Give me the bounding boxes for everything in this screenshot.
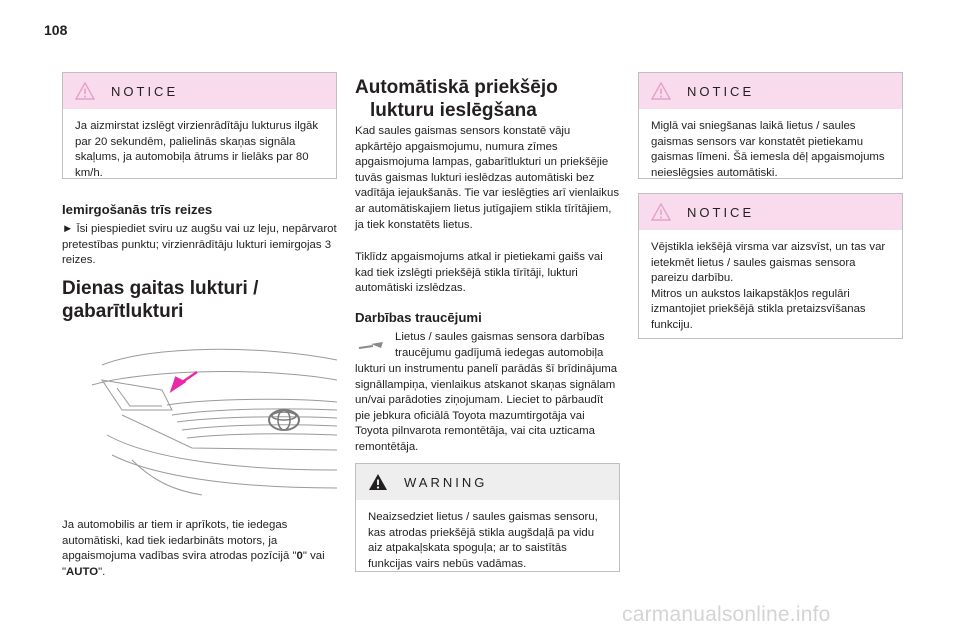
notice-header <box>63 73 336 109</box>
notice-header <box>639 73 902 109</box>
warning-triangle-icon <box>651 203 671 221</box>
flash-three-times-text: ► Īsi piespiediet sviru uz augšu vai uz leju, nepārvarot pretestības punktu; virzienrādītāju lukturi iemirgojas 3 reizes. <box>62 223 337 267</box>
section-heading-automatic-headlamps <box>355 76 620 122</box>
warning-header <box>356 464 619 500</box>
auto-headlamps-off-text: Tiklīdz apgaismojums atkal ir pietiekami gaišs vai kad tiek izslēgti priekšējā stikla tīrītāji, lukturi automātiski izslēdzas. <box>355 251 603 295</box>
text-part: Ja automobilis ar tiem ir aprīkots, tie iedegas automātiski, kad tiek iedarbināts motors, ja apgaismojuma vadības svira atrodas pozīcijā " <box>62 519 297 563</box>
warning-title: WARNING <box>404 474 488 490</box>
wiper-warning-icon <box>357 338 385 354</box>
notice-header <box>639 194 902 230</box>
auto-headlamps-text: Kad saules gaismas sensors konstatē vāju apkārtējo apgaismojumu, numura zīmes apgaismojuma lampas, gabarītlukturi un priekšējie tuvās gaismas lukturi ieslēdzas automātiski bez vadītāja iejaukšanās. Tie var ieslēgties arī vienlaikus ar automātiskajiem lietus jutīgajiem stikla tīrītājiem, ja tiek konstatēts lietus. <box>355 125 620 231</box>
text-part: ". <box>98 565 106 578</box>
notice-text <box>639 230 902 344</box>
heading-line: gabarītlukturi <box>62 301 184 322</box>
notice-text: Miglā vai sniegšanas laikā lietus / saules gaismas sensors var konstatēt pietiekamu gaismas līmeni. Šā iemesla dēļ apgaismojums neieslēgsies automātiski. <box>651 120 885 179</box>
text-part: " vai " <box>62 550 325 578</box>
warning-text: Neaizsedziet lietus / saules gaismas sensoru, kas atrodas priekšējā stikla augšdaļā pa vidu aiz atpakaļskata spoguļa; ar to saistītās funkcijas vairs nebūs vadāmas. <box>368 511 598 570</box>
notice-paragraph: Vējstikla iekšējā virsma var aizsvīst, un tas var ietekmēt lietus / saules gaismas sensora pareizu darbību. <box>651 241 886 285</box>
heading-line: Automātiskā priekšējo <box>355 77 558 98</box>
notice-title: NOTICE <box>111 83 179 99</box>
notice-box <box>638 193 903 339</box>
position-auto-label: AUTO <box>66 565 99 578</box>
malfunction-text-first: Lietus / saules gaismas sensora darbības traucējumu gadījumā iedegas automobiļa <box>395 331 605 359</box>
car-front-illustration <box>62 340 337 500</box>
notice-box <box>62 72 337 179</box>
position-0-label: 0 <box>296 550 303 563</box>
watermark: carmanualsonline.info <box>622 603 831 626</box>
warning-triangle-icon <box>651 82 671 100</box>
notice-paragraph: Mitros un aukstos laikapstākļos regulāri izmantojiet priekšējā stikla pretaizsvīšanas funkciju. <box>651 287 866 331</box>
section-heading-daytime-lights <box>62 277 337 323</box>
pointer-arrow-icon <box>172 372 197 390</box>
notice-text: Ja aizmirstat izslēgt virzienrādītāju lukturus ilgāk par 20 sekundēm, palielinās skaņas signāla skaļums, ja automobiļa ātrums ir lielāks par 80 km/h. <box>75 120 319 179</box>
warning-triangle-icon <box>368 473 388 491</box>
warning-triangle-icon <box>75 82 95 100</box>
heading-line: Dienas gaitas lukturi / <box>62 278 259 299</box>
warning-box <box>355 463 620 572</box>
notice-title: NOTICE <box>687 83 755 99</box>
notice-box <box>638 72 903 179</box>
daytime-lights-text <box>62 518 337 580</box>
section-heading-malfunction: Darbības traucējumi <box>355 310 482 325</box>
notice-title: NOTICE <box>687 204 755 220</box>
heading-line: lukturu ieslēgšana <box>370 100 537 121</box>
malfunction-text: lukturi un instrumentu panelī parādās šī brīdinājuma signāllampiņa, vienlaikus atskanot skaņas signālam un/vai parādoties ziņojumam. Lieciet to pārbaudīt pie jebkura oficiālā Toyota mazumtirgotāja vai Toyota pilnvarota remontētāja, vai cita uzticama remontētāja. <box>355 363 618 453</box>
section-heading-flash-three-times: Iemirgošanās trīs reizes <box>62 202 213 217</box>
page-number: 108 <box>44 22 68 38</box>
